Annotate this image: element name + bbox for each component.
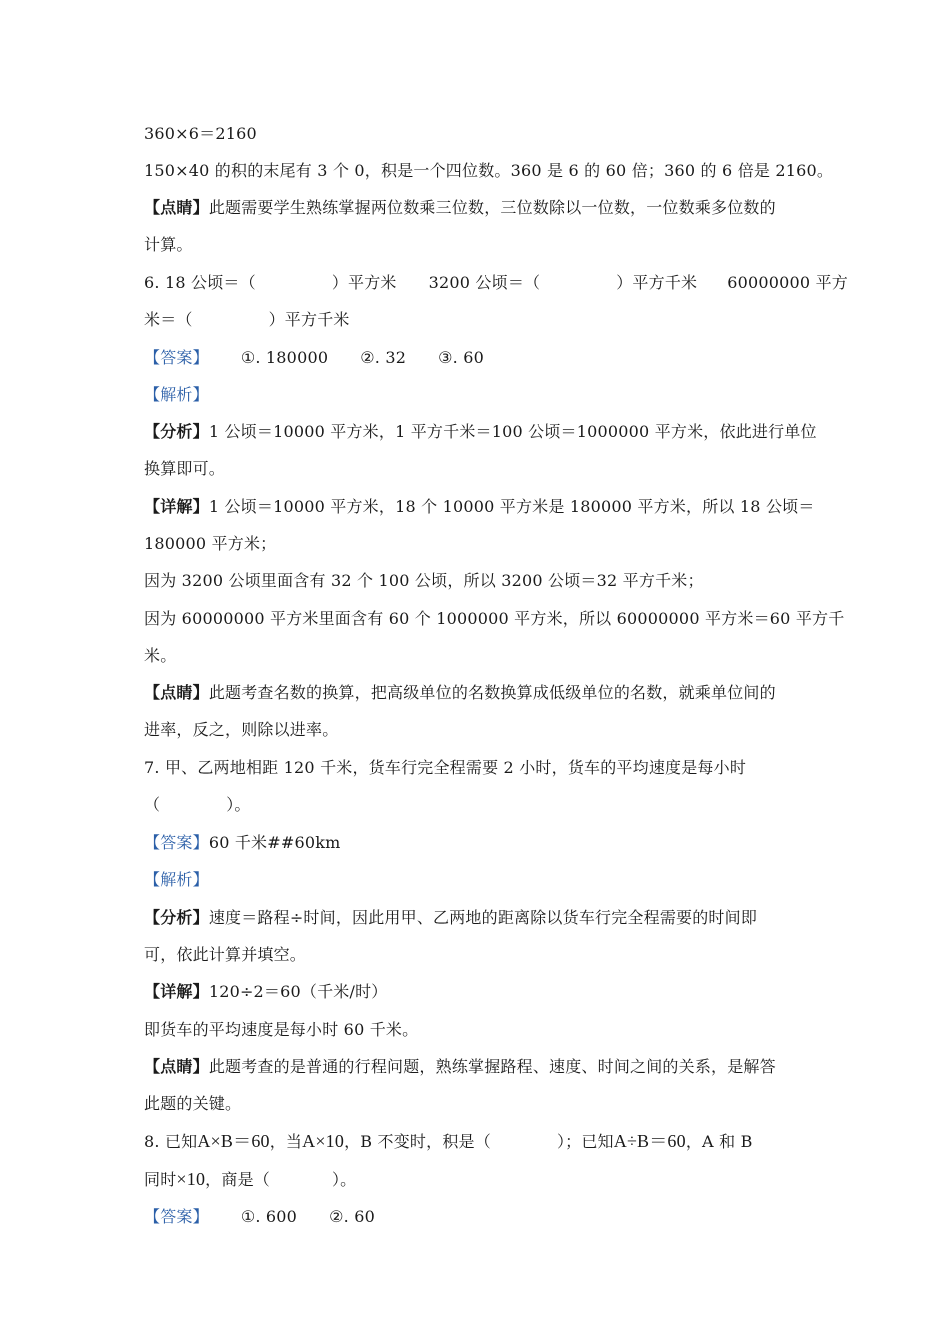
q7-stem-part: ）。 <box>226 795 251 814</box>
answer-value: ②. 60 <box>329 1207 375 1226</box>
math-expression: A×B＝60 <box>197 1131 270 1151</box>
xiangjie-text: 120÷2＝60（千米/时） <box>208 982 388 1001</box>
answer-value: ①. 180000 <box>240 348 329 367</box>
q6-xiangjie-line-5: 米。 <box>144 646 177 665</box>
xiangjie-tag: 【详解】 <box>144 497 209 516</box>
math-expression: A÷B＝60 <box>613 1131 686 1151</box>
tip-tag: 【点睛】 <box>144 683 209 702</box>
q8-stem-part: 同时 <box>144 1170 177 1189</box>
answer-tag: 【答案】 <box>144 1207 209 1226</box>
analysis-tag: 【解析】 <box>144 385 209 404</box>
q6-stem-part: 6. 18 公顷＝（ <box>144 273 256 292</box>
answer-tag: 【答案】 <box>144 348 209 367</box>
tip-line-2: 计算。 <box>144 235 193 254</box>
fenxi-tag: 【分析】 <box>144 908 209 927</box>
q7-stem: 7. 甲、乙两地相距 120 千米，货车行完全程需要 2 小时，货车的平均速度是每小时 <box>144 758 747 777</box>
q6-stem-part: 60000000 平方 <box>727 273 848 292</box>
q6-stem-part: 米＝（ <box>144 310 193 329</box>
fenxi-tag: 【分析】 <box>144 422 209 441</box>
tip-text: 此题考查名数的换算，把高级单位的名数换算成低级单位的名数，就乘单位间的 <box>208 683 776 702</box>
q7-fenxi <box>144 907 757 929</box>
q7-tip-line-2: 此题的关键。 <box>144 1094 242 1113</box>
q7-xiangjie <box>144 981 388 1003</box>
q8-stem-part: ，当 <box>269 1132 303 1151</box>
explain-line: 150×40 的积的末尾有 3 个 0，积是一个四位数。360 是 6 的 60 倍；360 的 6 倍是 2160。 <box>144 161 834 180</box>
answer-value: ②. 32 <box>360 348 407 367</box>
tip-tag: 【点睛】 <box>144 198 209 217</box>
q8-stem-part: ，A 和 B <box>685 1132 753 1151</box>
q6-fenxi <box>144 421 817 443</box>
q8-stem-part: ，B 不变时，积是（ <box>344 1132 491 1151</box>
q6-stem-part: ）平方千米 <box>268 310 350 329</box>
q6-fenxi-line-2: 换算即可。 <box>144 459 226 478</box>
q6-stem-part: 3200 公顷＝（ <box>428 273 541 292</box>
math-expression: ×10 <box>176 1169 206 1189</box>
math-expression: A×10 <box>302 1131 345 1151</box>
q6-xiangjie <box>144 496 815 518</box>
q8-answer <box>144 1206 375 1228</box>
q7-tip <box>144 1056 776 1078</box>
q6-tip-line-2: 进率，反之，则除以进率。 <box>144 720 339 739</box>
fenxi-text: 速度＝路程÷时间，因此用甲、乙两地的距离除以货车行完全程需要的时间即 <box>208 908 758 927</box>
q8-stem-part: ，商是（ <box>205 1170 270 1189</box>
q7-stem-part: （ <box>144 795 161 814</box>
q7-xiangjie-line-2: 即货车的平均速度是每小时 60 千米。 <box>144 1020 419 1039</box>
q8-stem-part: ）；已知 <box>556 1132 614 1151</box>
answer-tag: 【答案】 <box>144 833 209 852</box>
q6-xiangjie-line-3: 因为 3200 公顷里面含有 32 个 100 公顷，所以 3200 公顷＝32 平方千米； <box>144 571 704 590</box>
answer-value: ③. 60 <box>438 348 484 367</box>
q6-stem-line-2 <box>144 309 350 331</box>
answer-value: 60 千米##60km <box>208 833 341 852</box>
tip-text: 此题考查的是普通的行程问题，熟练掌握路程、速度、时间之间的关系，是解答 <box>208 1057 776 1076</box>
q6-xiangjie-line-2: 180000 平方米； <box>144 534 277 553</box>
q6-xiangjie-line-4: 因为 60000000 平方米里面含有 60 个 1000000 平方米，所以 60000000 平方米＝60 平方千 <box>144 609 845 628</box>
q6-stem-part: ）平方千米 <box>616 273 698 292</box>
answer-value: ①. 600 <box>240 1207 298 1226</box>
q7-fenxi-line-2: 可，依此计算并填空。 <box>144 945 307 964</box>
xiangjie-tag: 【详解】 <box>144 982 209 1001</box>
q6-stem <box>144 272 848 294</box>
q6-stem-part: ）平方米 <box>331 273 397 292</box>
q8-stem-part: 8. 已知 <box>144 1132 198 1151</box>
tip-tag: 【点睛】 <box>144 1057 209 1076</box>
q8-stem-line-2 <box>144 1168 356 1191</box>
q7-answer <box>144 832 341 854</box>
calc-line: 360×6＝2160 <box>144 124 257 143</box>
q8-stem <box>144 1130 753 1153</box>
q6-tip <box>144 682 776 704</box>
tip-text: 此题需要学生熟练掌握两位数乘三位数，三位数除以一位数，一位数乘多位数的 <box>208 198 776 217</box>
q7-stem-line-2 <box>144 794 251 816</box>
analysis-tag: 【解析】 <box>144 870 209 889</box>
q8-stem-part: ）。 <box>331 1170 357 1189</box>
q6-answer <box>144 347 484 369</box>
tip-line <box>144 197 776 219</box>
fenxi-text: 1 公顷＝10000 平方米，1 平方千米＝100 公顷＝1000000 平方米，依此进行单位 <box>208 422 817 441</box>
xiangjie-text: 1 公顷＝10000 平方米，18 个 10000 平方米是 180000 平方米，所以 18 公顷＝ <box>208 497 815 516</box>
